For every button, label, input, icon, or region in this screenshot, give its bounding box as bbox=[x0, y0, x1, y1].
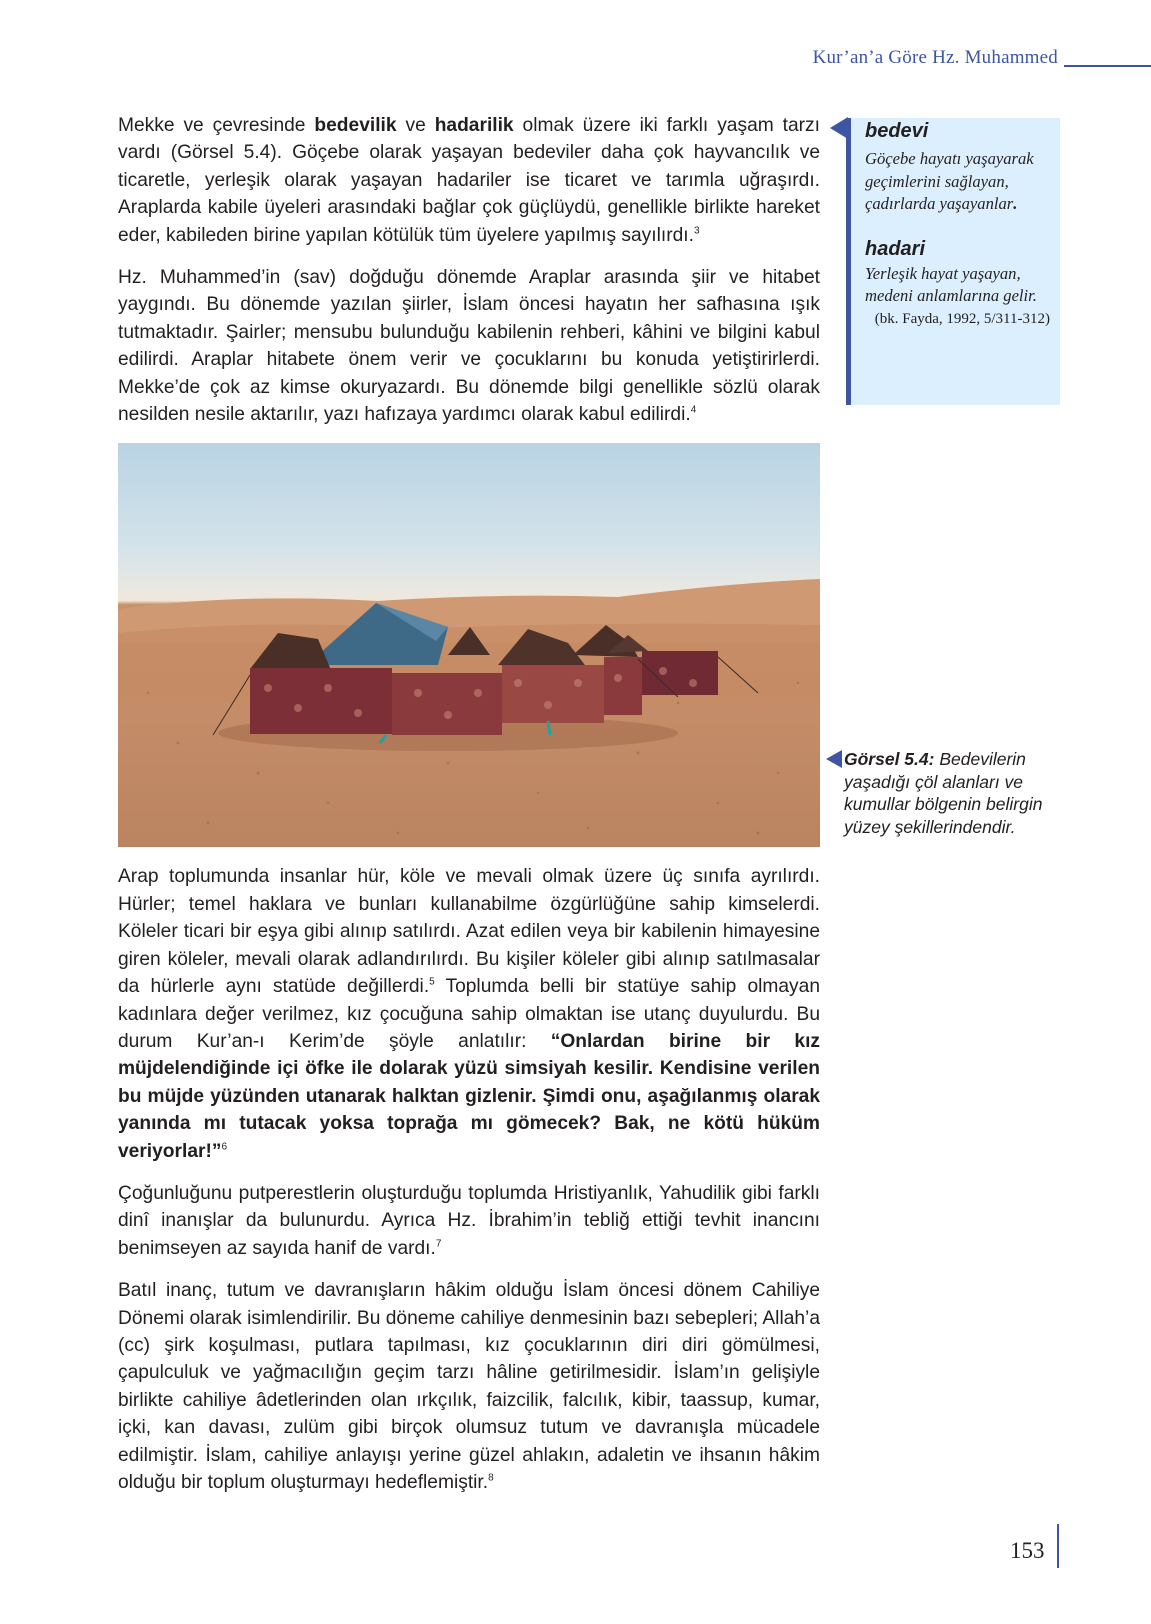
footnote-ref: 6 bbox=[221, 1141, 228, 1153]
page-header bbox=[0, 45, 1151, 75]
paragraph-2: Hz. Muhammed’in (sav) doğduğu dönemde Araplar arasında şiir ve hitabet yaygındı. Bu dönemde yazılan şiirler, İslam öncesi hayatın her safhasına ışık tutmaktadır. Şairler; mensubu bulunduğu kabilenin rehberi, kâhini ve bilgini kabul edilirdi. Araplar hitabete önem verir ve çocuklarını bu konuda yetiştirirlerdi. Mekke’de çok az kimse okuryazardı. Bu dönemde bilgi genellikle sözlü olarak nesilden nesile aktarılır, yazı hafızaya yardımcı olarak kabul edilirdi.$^4$ bbox=[118, 267, 820, 426]
caption-text: Bedevilerin yaşadığı çöl alanları ve kumullar bölgenin belirgin yüzey şekillerindendir. bbox=[844, 749, 1043, 837]
caption-pointer-icon bbox=[826, 750, 842, 768]
paragraph-4: Çoğunluğunu putperestlerin oluşturduğu toplumda Hristiyanlık, Yahudilik gibi farklı dinî inanışlar da bulunurdu. Ayrıca Hz. İbrahim’in tebliğ ettiği tevhit inancını benimseyen az sayıda hanif de vardı.$^7$ bbox=[118, 1182, 820, 1259]
caption-label: Görsel 5.4: bbox=[844, 749, 935, 769]
term-hadarilik: hadarilik bbox=[434, 115, 514, 136]
footnote-ref: 5 bbox=[429, 976, 435, 988]
footnote-ref: 3 bbox=[693, 225, 700, 237]
running-title: Kur’an’a Göre Hz. Muhammed bbox=[812, 47, 1058, 68]
paragraph-5: Batıl inanç, tutum ve davranışların hâkim olduğu İslam öncesi dönem Cahiliye Dönemi olarak isimlendirilir. Bu döneme cahiliye denmesinin bazı sebepleri; Allah’a (cc) şirk koşulması, putlara tapılması, kız çocuklarının diri diri gömülmesi, çapulculuk ve yağmacılığın geçim tarzı hâline getirilmesidir. İslam’ın gelişiyle birlikte cahiliye âdetlerinden olan ırkçılık, faizcilik, falcılık, kibir, taassup, kumar, içki, kan davası, zulüm gibi birçok olumsuz tutum ve davranışla mücadele edilmiştir. İslam, cahiliye anlayışı yerine güzel ahlakın, adaletin ve ihsanın hâkim olduğu bir toplum oluşturmayı hedeflemiştir.$^8$ bbox=[118, 1280, 820, 1493]
desert-scene-illustration bbox=[118, 443, 820, 847]
page-number-rule bbox=[1057, 1524, 1059, 1568]
glossary-def-bedevi: Göçebe hayatı yaşayarak geçimlerini sağlayan, çadırlarda yaşayanlar. bbox=[865, 149, 1034, 213]
quran-quote: “Onlardan birine bir kız müjdelendiğinde içi öfke ile dolarak yüzü simsiyah kesilir. Kendisine verilen bu müjde yüzünden utanarak halktan gizlenir. Şimdi onu, aşağılanmış olarak yanında mı tutacak yoksa toprağa mı gömecek? Bak, ne kötü hüküm veriyorlar!” bbox=[118, 1030, 820, 1162]
glossary-reference: (bk. Fayda, 1992, 5/311-312) bbox=[874, 310, 1050, 327]
page-number: 153 bbox=[1010, 1538, 1045, 1563]
paragraph-3: Arap toplumunda insanlar hür, köle ve mevali olmak üzere üç sınıfa ayrılırdı. Hürler; temel haklara ve bunları kullanabilme özgürlüğüne sahip kimselerdi. Köleler ticari bir eşya gibi alınıp satılırdı. Azat edilen veya bir kabilenin himayesine giren köleler, mevali olarak adlandırılırdı. Bu kişiler köleler gibi alınıp satılmasalar da hürlerle aynı statüde değillerdi.$^5$ Toplumda belli bir statüye sahip olmayan kadınlara değer verilmez, kız çocuğuna sahip olmaktan ise utanç duyulurdu. Bu durum Kur’an-ı Kerim’de şöyle anlatılır: “Onlardan birine bir kız müjdelendiğinde içi öfke ile dolarak yüzü simsiyah kesilir. Kendisine verilen bu müjde yüzünden utanarak halktan gizlenir. Şimdi onu, aşağılanmış olarak yanında mı tutacak yoksa toprağa mı gömecek? Bak, ne kötü hüküm veriyorlar!”$^6$ bbox=[118, 866, 820, 1162]
footnote-ref: 7 bbox=[435, 1238, 442, 1250]
desert-tents-photo bbox=[118, 443, 820, 847]
header-rule bbox=[1064, 65, 1151, 67]
footnote-ref: 4 bbox=[690, 404, 697, 416]
glossary-term-hadari: hadari bbox=[865, 237, 926, 260]
glossary-def-hadari: Yerleşik hayat yaşayan, medeni anlamlarına gelir. bbox=[865, 263, 1037, 305]
glossary-term-bedevi: bedevi bbox=[865, 120, 929, 142]
paragraph-1: Mekke ve çevresinde bedevilik ve hadarilik olmak üzere iki farklı yaşam tarzı vardı (Görsel 5.4). Göçebe olarak yaşayan bedeviler daha çok hayvancılık ve ticaretle, yerleşik olarak yaşayan hadariler ise ticaret ve tarımla uğraşırdı. Araplarda kabile üyeleri arasındaki bağlar çok güçlüydü, genellikle birlikte hareket eder, kabileden birine yapılan kötülük tüm üyelere yapılmış sayılırdı.$^3$ bbox=[118, 115, 820, 246]
term-bedevilik: bedevilik bbox=[314, 115, 397, 136]
glossary-box bbox=[846, 118, 1060, 405]
footnote-ref: 8 bbox=[488, 1472, 494, 1484]
figure-caption bbox=[844, 748, 1069, 838]
main-column bbox=[118, 112, 820, 1511]
